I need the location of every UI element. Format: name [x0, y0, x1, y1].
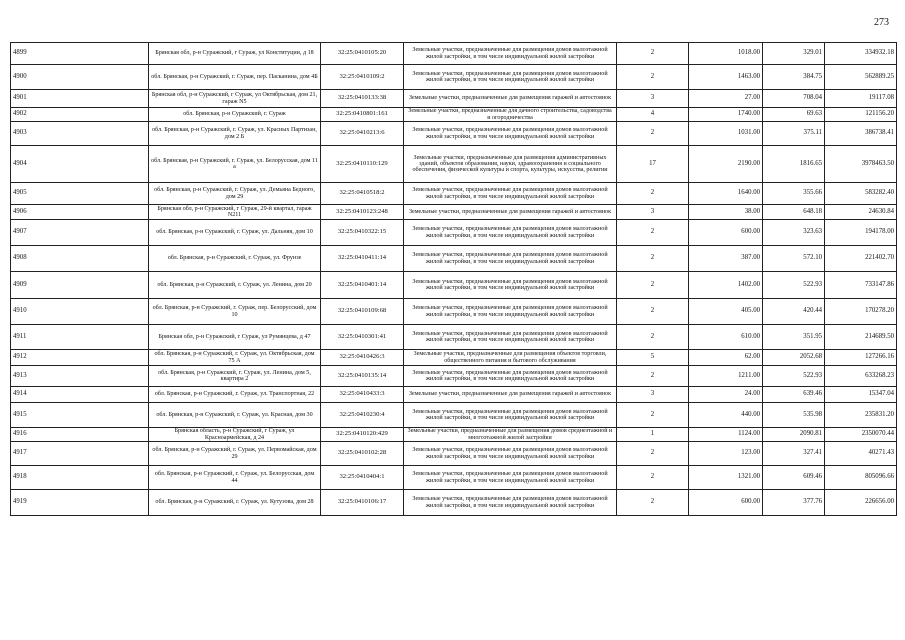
- cadastral-value-cell: 3978463.50: [825, 146, 897, 183]
- land-use-type-cell: Земельные участки, предназначенные для размещения домов малоэтажной жилой застройки, в том числе индивидуальной жилой застройки: [404, 325, 617, 350]
- area-cell: 1402.00: [689, 272, 763, 299]
- cadastral-value-cell: 2350070.44: [825, 428, 897, 442]
- area-cell: 1463.00: [689, 65, 763, 90]
- land-use-type-cell: Земельные участки, предназначенные для размещения домов малоэтажной жилой застройки, в том числе индивидуальной жилой застройки: [404, 299, 617, 325]
- use-group-cell: 5: [617, 350, 689, 366]
- cadastral-value-cell: 24630.84: [825, 205, 897, 220]
- area-cell: 1211.00: [689, 366, 763, 387]
- address-cell: обл. Брянская, р-н Суражский, г. Сураж, ул. Дальняя, дом 10: [149, 220, 321, 246]
- cadastral-number-cell: 32:25:0410110:129: [321, 146, 404, 183]
- use-group-cell: 2: [617, 490, 689, 516]
- area-cell: 600.00: [689, 220, 763, 246]
- land-use-type-cell: Земельные участки, предназначенные для размещения гаражей и автостоянок: [404, 90, 617, 108]
- cadastral-number-cell: 32:25:0410411:14: [321, 246, 404, 272]
- record-number-cell: 4902: [11, 108, 149, 122]
- table-row: [11, 220, 897, 246]
- table-row: [11, 272, 897, 299]
- cadastral-number-cell: 32:25:0410109:2: [321, 65, 404, 90]
- land-use-type-cell: Земельные участки, предназначенные для размещения домов малоэтажной жилой застройки, в том числе индивидуальной жилой застройки: [404, 366, 617, 387]
- cadastral-number-cell: 32:25:0410102:28: [321, 442, 404, 466]
- land-use-type-cell: Земельные участки, предназначенные для размещения домов малоэтажной жилой застройки, в том числе индивидуальной жилой застройки: [404, 65, 617, 90]
- specific-value-cell: 708.04: [763, 90, 825, 108]
- cadastral-number-cell: 32:25:0410109:68: [321, 299, 404, 325]
- specific-value-cell: 648.18: [763, 205, 825, 220]
- specific-value-cell: 351.95: [763, 325, 825, 350]
- cadastral-number-cell: 32:25:0410135:14: [321, 366, 404, 387]
- table-row: [11, 366, 897, 387]
- address-cell: обл. Брянская, р-н Суражский, г. Сураж, ул. Красных Партизан, дом 2 Б: [149, 122, 321, 146]
- land-use-type-cell: Земельные участки, предназначенные для размещения домов малоэтажной жилой застройки, в том числе индивидуальной жилой застройки: [404, 442, 617, 466]
- cadastral-value-cell: 334932.18: [825, 43, 897, 65]
- address-cell: обл. Брянская, р-н Суражский, г. Сураж, ул. Демьяна Бедного, дом 29: [149, 183, 321, 205]
- land-use-type-cell: Земельные участки, предназначенные для размещения домов среднеэтажной и многоэтажной жилой застройки: [404, 428, 617, 442]
- cadastral-value-cell: 221402.70: [825, 246, 897, 272]
- area-cell: 27.00: [689, 90, 763, 108]
- use-group-cell: 2: [617, 299, 689, 325]
- area-cell: 62.00: [689, 350, 763, 366]
- use-group-cell: 2: [617, 43, 689, 65]
- use-group-cell: 2: [617, 65, 689, 90]
- record-number-cell: 4904: [11, 146, 149, 183]
- area-cell: 123.00: [689, 442, 763, 466]
- record-number-cell: 4899: [11, 43, 149, 65]
- cadastral-number-cell: 32:25:0410105:20: [321, 43, 404, 65]
- address-cell: обл. Брянская, р-н Суражский, г. Сураж, пер. Пасканина, дом 4Б: [149, 65, 321, 90]
- specific-value-cell: 2052.68: [763, 350, 825, 366]
- use-group-cell: 2: [617, 403, 689, 428]
- record-number-cell: 4915: [11, 403, 149, 428]
- land-use-type-cell: Земельные участки, предназначенные для дачного строительства, садоводства и огородничества: [404, 108, 617, 122]
- table-row: [11, 387, 897, 403]
- record-number-cell: 4905: [11, 183, 149, 205]
- cadastral-number-cell: 32:25:0410322:15: [321, 220, 404, 246]
- address-cell: обл. Брянская, р-н Суражский, г. Сураж, ул. Белорусская, дом 11 а: [149, 146, 321, 183]
- specific-value-cell: 1816.65: [763, 146, 825, 183]
- specific-value-cell: 329.01: [763, 43, 825, 65]
- record-number-cell: 4910: [11, 299, 149, 325]
- specific-value-cell: 535.98: [763, 403, 825, 428]
- specific-value-cell: 323.63: [763, 220, 825, 246]
- cadastral-number-cell: 32:25:0410401:14: [321, 272, 404, 299]
- cadastral-value-cell: 214689.50: [825, 325, 897, 350]
- record-number-cell: 4901: [11, 90, 149, 108]
- address-cell: обл. Брянская, р-н Суражский, г. Сураж: [149, 108, 321, 122]
- cadastral-number-cell: 32:25:0410120:429: [321, 428, 404, 442]
- table-row: [11, 490, 897, 516]
- cadastral-value-cell: 805096.66: [825, 466, 897, 490]
- specific-value-cell: 522.93: [763, 366, 825, 387]
- cadastral-number-cell: 32:25:0410433:3: [321, 387, 404, 403]
- record-number-cell: 4903: [11, 122, 149, 146]
- specific-value-cell: 327.41: [763, 442, 825, 466]
- table-row: [11, 205, 897, 220]
- cadastral-value-cell: 562889.25: [825, 65, 897, 90]
- table-row: [11, 442, 897, 466]
- table-row: [11, 43, 897, 65]
- area-cell: 1124.00: [689, 428, 763, 442]
- table-row: [11, 65, 897, 90]
- area-cell: 38.00: [689, 205, 763, 220]
- page-number: 273: [874, 17, 889, 28]
- cadastral-value-cell: 583282.40: [825, 183, 897, 205]
- record-number-cell: 4909: [11, 272, 149, 299]
- address-cell: Брянская область, р-н Суражский, г Сураж, ул Красноармейская, д 24: [149, 428, 321, 442]
- cadastral-value-table: [10, 42, 897, 516]
- use-group-cell: 2: [617, 466, 689, 490]
- use-group-cell: 3: [617, 90, 689, 108]
- use-group-cell: 2: [617, 220, 689, 246]
- land-use-type-cell: Земельные участки, предназначенные для размещения домов малоэтажной жилой застройки, в том числе индивидуальной жилой застройки: [404, 466, 617, 490]
- record-number-cell: 4917: [11, 442, 149, 466]
- table-row: [11, 299, 897, 325]
- land-use-type-cell: Земельные участки, предназначенные для размещения домов малоэтажной жилой застройки, в том числе индивидуальной жилой застройки: [404, 403, 617, 428]
- cadastral-number-cell: 32:25:0410133:38: [321, 90, 404, 108]
- record-number-cell: 4918: [11, 466, 149, 490]
- table-row: [11, 246, 897, 272]
- address-cell: Брянская обл, р-н Суражский, г Сураж, 29-й квартал, гараж N211: [149, 205, 321, 220]
- address-cell: Брянская обл, р-н Суражский, г Сураж, ул Румянцева, д 47: [149, 325, 321, 350]
- address-cell: Брянская обл, р-н Суражский, г Сураж, ул Октябрьская, дом 21, гараж N5: [149, 90, 321, 108]
- specific-value-cell: 639.46: [763, 387, 825, 403]
- table-row: [11, 183, 897, 205]
- address-cell: обл. Брянская, р-н Суражский, г. Сураж, ул. Ленина, дом 5, квартира 2: [149, 366, 321, 387]
- record-number-cell: 4908: [11, 246, 149, 272]
- table-row: [11, 466, 897, 490]
- record-number-cell: 4911: [11, 325, 149, 350]
- use-group-cell: 1: [617, 428, 689, 442]
- address-cell: обл. Брянская, р-н Суражский, г. Сураж, ул. Кутузова, дом 28: [149, 490, 321, 516]
- address-cell: обл. Брянская, р-н Суражский, г. Сураж, ул. Красная, дом 30: [149, 403, 321, 428]
- land-use-type-cell: Земельные участки, предназначенные для размещения административных зданий, объектов образования, науки, здравоохранения и социального обеспечения, физической культуры и спорта, культуры, искусства, религии: [404, 146, 617, 183]
- area-cell: 387.00: [689, 246, 763, 272]
- land-use-type-cell: Земельные участки, предназначенные для размещения гаражей и автостоянок: [404, 205, 617, 220]
- table-row: [11, 122, 897, 146]
- cadastral-number-cell: 32:25:0410426:3: [321, 350, 404, 366]
- land-use-type-cell: Земельные участки, предназначенные для размещения домов малоэтажной жилой застройки, в том числе индивидуальной жилой застройки: [404, 490, 617, 516]
- specific-value-cell: 572.10: [763, 246, 825, 272]
- cadastral-value-cell: 15347.04: [825, 387, 897, 403]
- specific-value-cell: 384.75: [763, 65, 825, 90]
- land-use-type-cell: Земельные участки, предназначенные для размещения домов малоэтажной жилой застройки, в том числе индивидуальной жилой застройки: [404, 246, 617, 272]
- record-number-cell: 4900: [11, 65, 149, 90]
- cadastral-value-cell: 226656.00: [825, 490, 897, 516]
- land-use-type-cell: Земельные участки, предназначенные для размещения домов малоэтажной жилой застройки, в том числе индивидуальной жилой застройки: [404, 220, 617, 246]
- land-use-type-cell: Земельные участки, предназначенные для размещения гаражей и автостоянок: [404, 387, 617, 403]
- record-number-cell: 4913: [11, 366, 149, 387]
- address-cell: обл. Брянская, р-н Суражский, г. Сураж, ул. Фрунзе: [149, 246, 321, 272]
- cadastral-number-cell: 32:25:0410404:1: [321, 466, 404, 490]
- cadastral-value-cell: 633268.23: [825, 366, 897, 387]
- area-cell: 1740.00: [689, 108, 763, 122]
- land-use-type-cell: Земельные участки, предназначенные для размещения домов малоэтажной жилой застройки, в том числе индивидуальной жилой застройки: [404, 183, 617, 205]
- specific-value-cell: 420.44: [763, 299, 825, 325]
- record-number-cell: 4919: [11, 490, 149, 516]
- cadastral-value-cell: 40271.43: [825, 442, 897, 466]
- table-row: [11, 90, 897, 108]
- land-use-type-cell: Земельные участки, предназначенные для размещения домов малоэтажной жилой застройки, в том числе индивидуальной жилой застройки: [404, 122, 617, 146]
- use-group-cell: 3: [617, 205, 689, 220]
- area-cell: 2190.00: [689, 146, 763, 183]
- area-cell: 600.00: [689, 490, 763, 516]
- area-cell: 1640.00: [689, 183, 763, 205]
- record-number-cell: 4912: [11, 350, 149, 366]
- specific-value-cell: 355.66: [763, 183, 825, 205]
- land-use-type-cell: Земельные участки, предназначенные для размещения домов малоэтажной жилой застройки, в том числе индивидуальной жилой застройки: [404, 272, 617, 299]
- cadastral-number-cell: 32:25:0410123:248: [321, 205, 404, 220]
- cadastral-value-cell: 127266.16: [825, 350, 897, 366]
- use-group-cell: 2: [617, 122, 689, 146]
- use-group-cell: 2: [617, 442, 689, 466]
- area-cell: 440.00: [689, 403, 763, 428]
- cadastral-number-cell: 32:25:0410213:6: [321, 122, 404, 146]
- cadastral-number-cell: 32:25:0410230:4: [321, 403, 404, 428]
- land-use-type-cell: Земельные участки, предназначенные для размещения домов малоэтажной жилой застройки, в том числе индивидуальной жилой застройки: [404, 43, 617, 65]
- use-group-cell: 2: [617, 272, 689, 299]
- address-cell: обл. Брянская, р-н Суражский, г. Сураж, ул. Октябрьская, дом 75 А: [149, 350, 321, 366]
- table-row: [11, 428, 897, 442]
- specific-value-cell: 522.93: [763, 272, 825, 299]
- address-cell: обл. Брянская, р-н Суражский, г. Сураж, ул. Транспортная, 22: [149, 387, 321, 403]
- area-cell: 24.00: [689, 387, 763, 403]
- cadastral-value-cell: 235831.20: [825, 403, 897, 428]
- area-cell: 1018.00: [689, 43, 763, 65]
- specific-value-cell: 375.11: [763, 122, 825, 146]
- use-group-cell: 2: [617, 366, 689, 387]
- use-group-cell: 2: [617, 246, 689, 272]
- cadastral-value-cell: 170278.20: [825, 299, 897, 325]
- cadastral-value-cell: 19117.08: [825, 90, 897, 108]
- specific-value-cell: 69.63: [763, 108, 825, 122]
- cadastral-value-cell: 121156.20: [825, 108, 897, 122]
- address-cell: обл. Брянская, р-н Суражский, г. Сураж, пер. Белорусский, дом 10: [149, 299, 321, 325]
- record-number-cell: 4914: [11, 387, 149, 403]
- cadastral-value-cell: 386738.41: [825, 122, 897, 146]
- land-use-type-cell: Земельные участки, предназначенные для размещения объектов торговли, общественного питания и бытового обслуживания: [404, 350, 617, 366]
- cadastral-number-cell: 32:25:0410518:2: [321, 183, 404, 205]
- use-group-cell: 2: [617, 183, 689, 205]
- address-cell: Брянская обл, р-н Суражский, г Сураж, ул Конституции, д 18: [149, 43, 321, 65]
- use-group-cell: 2: [617, 325, 689, 350]
- address-cell: обл. Брянская, р-н Суражский, г. Сураж, ул. Первомайская, дом 29: [149, 442, 321, 466]
- cadastral-number-cell: 32:25:0410106:17: [321, 490, 404, 516]
- cadastral-number-cell: 32:25:0410801:161: [321, 108, 404, 122]
- specific-value-cell: 2090.81: [763, 428, 825, 442]
- record-number-cell: 4906: [11, 205, 149, 220]
- use-group-cell: 4: [617, 108, 689, 122]
- record-number-cell: 4916: [11, 428, 149, 442]
- cadastral-number-cell: 32:25:0410301:41: [321, 325, 404, 350]
- cadastral-value-cell: 194178.00: [825, 220, 897, 246]
- area-cell: 1321.00: [689, 466, 763, 490]
- record-number-cell: 4907: [11, 220, 149, 246]
- area-cell: 1031.00: [689, 122, 763, 146]
- table-row: [11, 350, 897, 366]
- table-row: [11, 108, 897, 122]
- table-row: [11, 325, 897, 350]
- area-cell: 405.00: [689, 299, 763, 325]
- cadastral-value-cell: 733147.86: [825, 272, 897, 299]
- table-row: [11, 403, 897, 428]
- address-cell: обл. Брянская, р-н Суражский, г. Сураж, ул. Белорусская, дом 44: [149, 466, 321, 490]
- use-group-cell: 3: [617, 387, 689, 403]
- specific-value-cell: 377.76: [763, 490, 825, 516]
- specific-value-cell: 609.46: [763, 466, 825, 490]
- area-cell: 610.00: [689, 325, 763, 350]
- address-cell: обл. Брянская, р-н Суражский, г. Сураж, ул. Ленина, дом 20: [149, 272, 321, 299]
- table-row: [11, 146, 897, 183]
- use-group-cell: 17: [617, 146, 689, 183]
